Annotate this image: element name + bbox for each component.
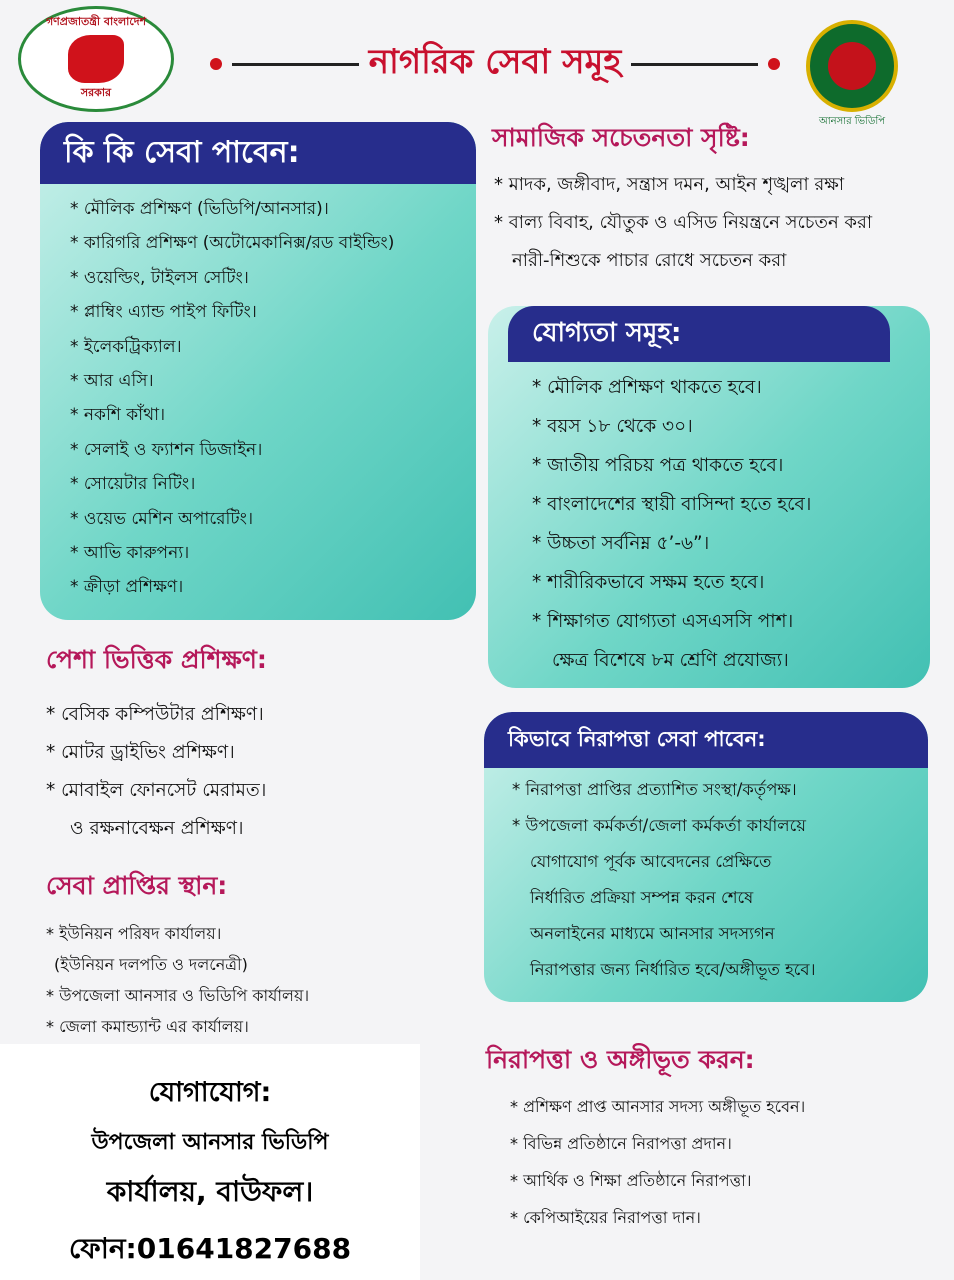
security-service-list [484,768,928,988]
logo-bottom-text: সরকার [80,86,112,99]
list-item: * ইলেকট্রিক্যাল। [70,336,182,357]
list-item: যোগাযোগ পূর্বক আবেদনের প্রেক্ষিতে [530,852,772,871]
logo-ring-text: গণপ্রজাতন্ত্রী বাংলাদেশ [45,15,147,28]
list-item: ক্ষেত্র বিশেষে ৮ম শ্রেণি প্রযোজ্য। [552,650,789,671]
list-item: নির্ধারিত প্রক্রিয়া সম্পন্ন করন শেষে [530,888,754,907]
security-embody-title: নিরাপত্তা ও অঙ্গীভূত করন: [486,1045,755,1074]
contact-office-line1: উপজেলা আনসার ভিডিপি [91,1130,329,1155]
list-item: * নিরাপত্তা প্রাপ্তির প্রত্যাশিত সংস্থা/কর্তৃপক্ষ। [512,780,797,799]
list-item: নারী-শিশুকে পাচার রোধে সচেতন করা [512,250,787,271]
title-dot-right [768,58,780,70]
ansar-logo-text: আনসার ভিডিপি [818,116,885,127]
security-service-panel [484,712,928,1002]
security-service-title: কিভাবে নিরাপত্তা সেবা পাবেন: [484,712,928,768]
social-awareness-list [494,166,872,280]
list-item: * জেলা কমান্ড্যান্ট এর কার্যালয়। [46,1017,249,1036]
eligibility-panel [488,306,930,688]
list-item: * মাদক, জঙ্গীবাদ, সন্ত্রাস দমন, আইন শৃঙ্খলা রক্ষা [494,174,845,195]
list-item: * মোটর ড্রাইভিং প্রশিক্ষণ। [46,742,235,763]
list-item: নিরাপত্তার জন্য নির্ধারিত হবে/অঙ্গীভূত হবে। [530,960,816,979]
list-item: * কারিগরি প্রশিক্ষণ (অটোমেকানিক্স/রড বাইন্ডিং) [70,233,395,254]
list-item: * মোবাইল ফোনসেট মেরামত। [46,780,267,801]
list-item: * শিক্ষাগত যোগ্যতা এসএসসি পাশ। [532,611,794,632]
list-item: * ওয়েভ মেশিন অপারেটিং। [70,508,254,529]
ansar-vdp-logo [806,20,898,127]
professional-training-title: পেশা ভিত্তিক প্রশিক্ষণ: [46,645,267,674]
security-embody-list [510,1088,805,1236]
list-item: * বয়স ১৮ থেকে ৩০। [532,416,693,437]
services-list [40,184,476,605]
list-item: * ইউনিয়ন পরিষদ কার্যালয়। [46,924,222,943]
services-panel [40,122,476,620]
bangladesh-govt-logo [18,6,174,112]
social-awareness-title: সামাজিক সচেতনতা সৃষ্টি: [492,123,750,152]
title-line-left [232,63,359,66]
contact-box [0,1044,420,1280]
list-item: * আর এসি। [70,370,154,391]
contact-phone: ফোন:01641827688 [68,1232,352,1265]
list-item: * ওয়েল্ডিং, টাইলস সেটিং। [70,267,249,288]
list-item: * শারীরিকভাবে সক্ষম হতে হবে। [532,572,765,593]
list-item: * সেলাই ও ফ্যাশন ডিজাইন। [70,439,263,460]
page-title: নাগরিক সেবা সমূহ [368,41,622,82]
contact-heading: যোগাযোগ: [148,1077,272,1108]
eligibility-title: যোগ্যতা সমূহ: [508,306,890,362]
eligibility-list [488,362,930,680]
services-title: কি কি সেবা পাবেন: [40,122,476,184]
service-place-list [46,918,309,1042]
list-item: * আর্থিক ও শিক্ষা প্রতিষ্ঠানে নিরাপত্তা। [510,1171,752,1190]
list-item: * কেপিআইয়ের নিরাপত্তা দান। [510,1208,701,1227]
list-item: * মৌলিক প্রশিক্ষণ থাকতে হবে। [532,377,762,398]
list-item: * মৌলিক প্রশিক্ষণ (ভিডিপি/আনসার)। [70,199,329,219]
list-item: * বাংলাদেশের স্থায়ী বাসিন্দা হতে হবে। [532,494,812,515]
list-item: * ক্রীড়া প্রশিক্ষণ। [70,577,184,598]
service-place-title: সেবা প্রাপ্তির স্থান: [46,871,228,900]
list-item: * বিভিন্ন প্রতিষ্ঠানে নিরাপত্তা প্রদান। [510,1134,732,1153]
contact-office-line2: কার্যালয়, বাউফল। [106,1175,314,1208]
list-item: (ইউনিয়ন দলপতি ও দলনেত্রী) [54,955,248,974]
title-dot-left [210,58,222,70]
list-item: * সোয়েটার নিটিং। [70,474,196,495]
list-item: * বাল্য বিবাহ, যৌতুক ও এসিড নিয়ন্ত্রনে সচেতন করা [494,212,873,233]
bangladesh-map-icon [68,35,124,83]
list-item: * বেসিক কম্পিউটার প্রশিক্ষণ। [46,704,264,725]
list-item: * আভি কারুপন্য। [70,542,190,563]
list-item: ও রক্ষনাবেক্ষন প্রশিক্ষণ। [70,818,244,839]
list-item: * প্লাম্বিং এ্যান্ড পাইপ ফিটিং। [70,302,257,323]
list-item: * জাতীয় পরিচয় পত্র থাকতে হবে। [532,455,784,476]
professional-training-list [46,696,266,848]
ansar-emblem-icon [828,42,876,90]
list-item: * উচ্চতা সর্বনিম্ন ৫’-৬”। [532,533,710,554]
list-item: * উপজেলা আনসার ও ভিডিপি কার্যালয়। [46,986,310,1005]
list-item: * উপজেলা কর্মকর্তা/জেলা কর্মকর্তা কার্যালয়ে [512,816,806,835]
title-line-right [631,63,758,66]
list-item: * প্রশিক্ষণ প্রাপ্ত আনসার সদস্য অঙ্গীভূত হবেন। [510,1097,806,1116]
page-title-bar [210,34,780,94]
list-item: * নকশি কাঁথা। [70,405,166,426]
list-item: অনলাইনের মাধ্যমে আনসার সদস্যগন [530,924,775,943]
